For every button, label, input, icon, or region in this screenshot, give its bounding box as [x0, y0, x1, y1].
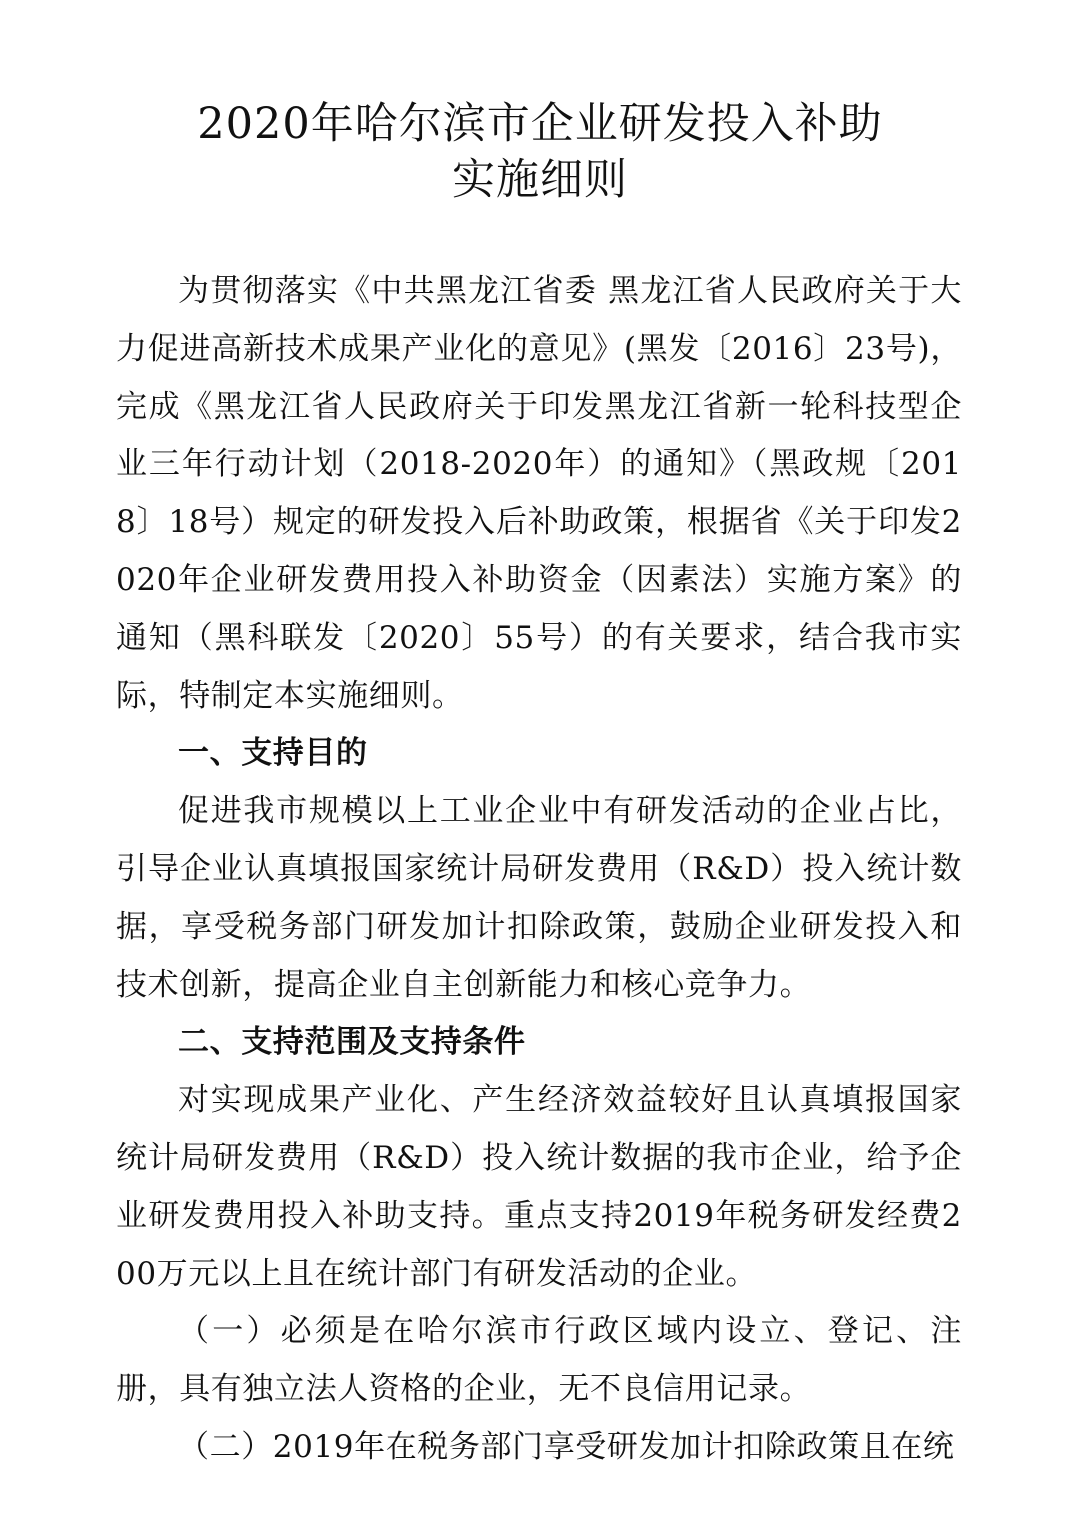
- section-2-heading: 二、支持范围及支持条件: [178, 1024, 526, 1061]
- document-body: [116, 263, 962, 1477]
- section-2-paragraph: 对实现成果产业化、产生经济效益较好且认真填报国家统计局研发费用（R&D）投入统计数据的我市企业，给予企业研发费用投入补助支持。重点支持2019年税务研发经费200万元以上且在统计部门有研发活动的企业。: [116, 1082, 962, 1292]
- document-title-line-2: 实施细则: [452, 155, 628, 205]
- condition-1-paragraph: （一）必须是在哈尔滨市行政区域内设立、登记、注册，具有独立法人资格的企业，无不良信用记录。: [116, 1313, 962, 1408]
- intro-paragraph: 为贯彻落实《中共黑龙江省委 黑龙江省人民政府关于大力促进高新技术成果产业化的意见》(黑发〔2016〕23号)，完成《黑龙江省人民政府关于印发黑龙江省新一轮科技型企业三年行动计划（2018-2020年）的通知》（黑政规〔2018〕18号）规定的研发投入后补助政策，根据省《关于印发2020年企业研发费用投入补助资金（因素法）实施方案》的通知（黑科联发〔2020〕55号）的有关要求，结合我市实际，特制定本实施细则。: [116, 273, 962, 714]
- section-1-paragraph: 促进我市规模以上工业企业中有研发活动的企业占比，引导企业认真填报国家统计局研发费用（R&D）投入统计数据，享受税务部门研发加计扣除政策，鼓励企业研发投入和技术创新，提高企业自主创新能力和核心竞争力。: [116, 793, 962, 1003]
- document-title-line-1: 2020年哈尔滨市企业研发投入补助: [197, 99, 883, 149]
- condition-2-paragraph: （二）2019年在税务部门享受研发加计扣除政策且在统: [178, 1428, 955, 1465]
- section-1-heading: 一、支持目的: [178, 735, 368, 772]
